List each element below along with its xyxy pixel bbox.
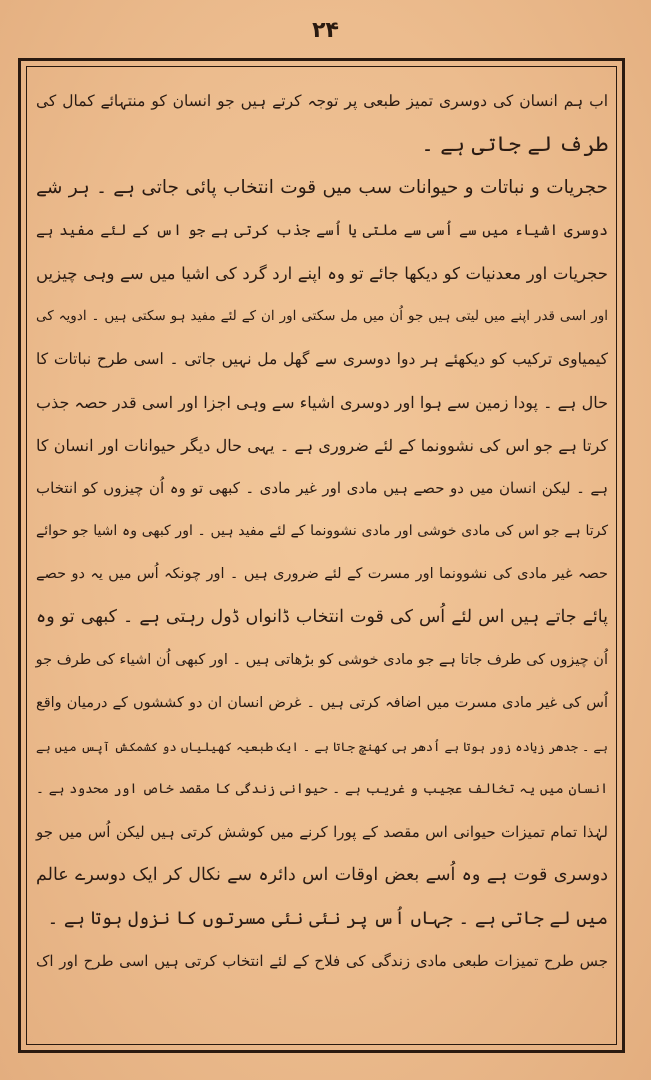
text-line: پائے جاتے ہیں اس لئے اُس کی قوت انتخاب ڈانواں ڈول رہتی ہے ۔ کبھی تو وہ <box>36 607 608 627</box>
text-line: جس طرح تمیزات طبعی مادی زندگی کی فلاح کے لئے انتخاب کرتی ہیں اسی طرح اور اک <box>36 952 608 970</box>
text-line: ہے ۔ جدھر زیادہ زور ہوتا ہے اُدھر ہی کھنچ جاتا ہے ۔ ایک طبعیہ کھیلیاں دو کشمکش آپس میں ہے <box>36 739 608 754</box>
page-number: ۲۴ <box>312 18 339 43</box>
text-line: کرتا ہے جو اس کی نشوونما کے لئے ضروری ہے ۔ یہی حال دیگر حیوانات اور انسان کا <box>36 436 608 455</box>
text-line: طرف لے جاتی ہے ۔ <box>421 132 608 156</box>
text-line: حجریات و نباتات و حیوانات سب میں قوت انتخاب پائی جاتی ہے ۔ ہر شے <box>36 177 608 198</box>
text-line: حصہ غیر مادی کی نشوونما اور مسرت کے لئے ضروری ہیں ۔ اور چونکہ اُس میں یہ دو حصے <box>36 566 608 582</box>
text-line: اب ہم انسان کی دوسری تمیز طبعی پر توجہ کرتے ہیں جو انسان کو منتہائے کمال کی <box>36 92 608 110</box>
text-line: لہٰذا تمام تمیزات حیوانی اس مقصد کے پورا کرنے میں کوشش کرتی ہیں لیکن اُس میں جو <box>36 823 608 841</box>
text-line: دوسری قوت ہے وہ اُسے بعض اوقات اس دائرہ سے نکال کر ایک دوسرے عالم <box>36 865 608 885</box>
text-line: دوسری اشیاء میں سے اُسی سے ملتی یا اُسے جذب کرتی ہے جو اس کے لئے مفید ہے <box>36 221 608 239</box>
text-line: ہے ۔ لیکن انسان میں دو حصے ہیں مادی اور غیر مادی ۔ کبھی تو وہ اُن چیزوں کو انتخاب <box>36 479 608 497</box>
text-line: حجریات اور معدنیات کو دیکھا جائے تو وہ اپنے ارد گرد کی اشیا میں سے وہی چیزیں <box>36 264 608 283</box>
text-line: حال ہے ۔ پودا زمین سے ہوا اور دوسری اشیاء سے وہی اجزا اور اسی قدر حصہ جذب <box>36 393 609 412</box>
text-line: اُس کی غیر مادی مسرت میں اضافہ کرتی ہیں ۔ غرض انسان ان دو کششوں کے درمیان واقع <box>36 695 608 711</box>
text-line: اُن چیزوں کی طرف جاتا ہے جو مادی خوشی کو بڑھاتی ہیں ۔ اور کبھی اُن اشیاء کی طرف جو <box>35 652 608 668</box>
text-line: کیمیاوی ترکیب کو دیکھئے ہر دوا دوسری سے گھل مل نہیں جاتی ۔ اسی طرح نباتات کا <box>36 350 608 368</box>
text-line: انسان میں یہ تخالف عجیب و غریب ہے ۔ حیوانی زندگی کا مقصد خاص اور محدود ہے ۔ <box>36 781 608 797</box>
body-text <box>32 80 612 1045</box>
text-line: میں لے جاتی ہے ۔ جہاں اُس پر نئی نئی مسرتوں کا نزول ہوتا ہے ۔ <box>47 908 608 929</box>
text-line: اور اسی قدر اپنے میں لیتی ہیں جو اُن میں مل سکتی اور ان کے لئے مفید ہو سکتی ہیں ۔ ادویہ کی <box>36 308 608 324</box>
text-line: کرتا ہے جو اس کی مادی خوشی اور مادی نشوونما کے لئے مفید ہیں ۔ اور کبھی وہ اشیا جو حوائے <box>36 523 609 539</box>
